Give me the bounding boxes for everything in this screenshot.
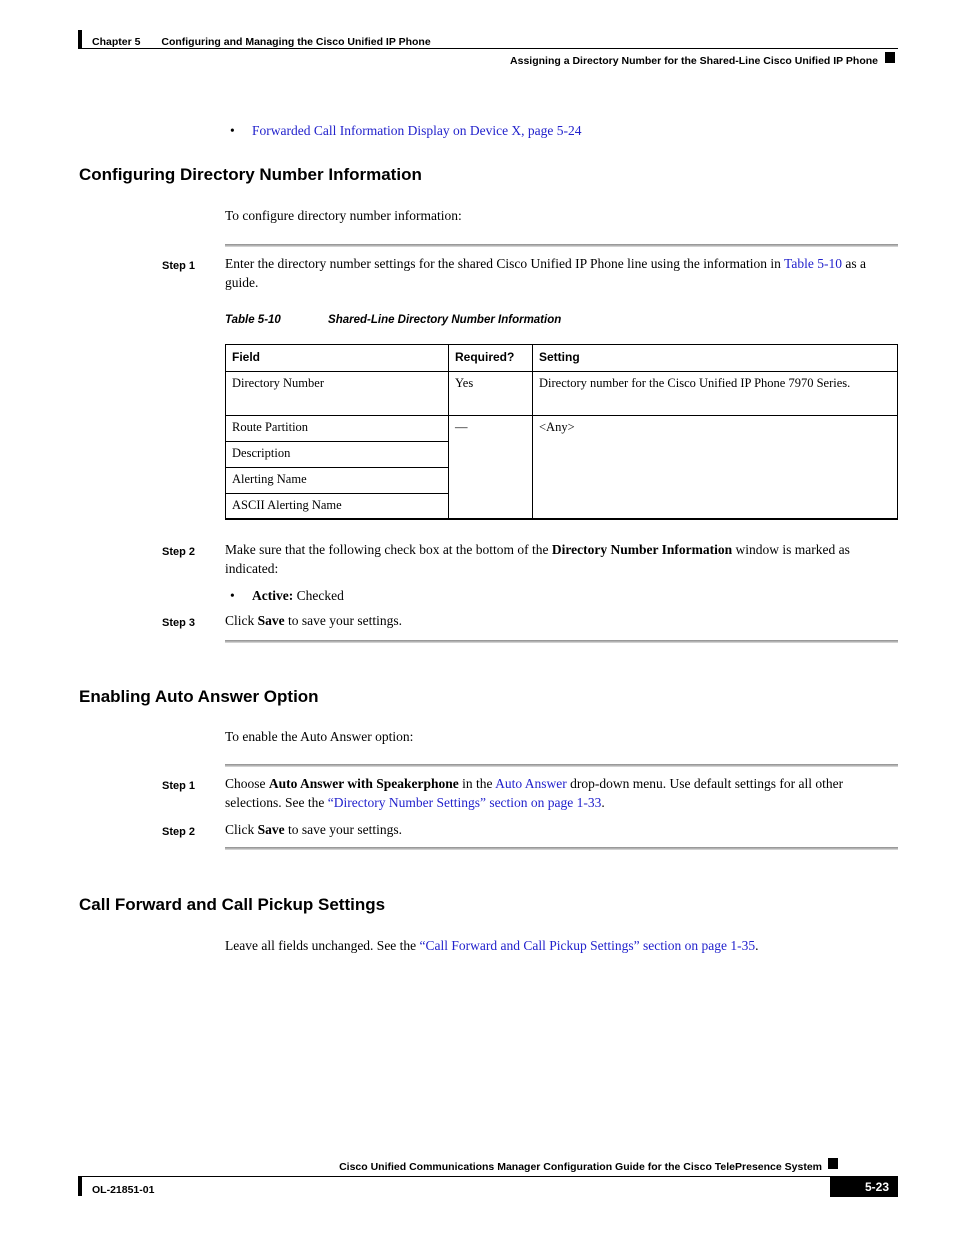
step-text (225, 255, 898, 292)
footer-square-marker (828, 1158, 838, 1169)
section-intro: To configure directory number information: (225, 208, 462, 223)
forwarded-call-info-link[interactable]: Forwarded Call Information Display on Device X, page 5-24 (252, 123, 582, 138)
chapter-number: Chapter 5 (92, 36, 141, 48)
step-text (225, 612, 898, 633)
step-divider (225, 640, 898, 643)
save-bold: Save (257, 613, 285, 628)
col-header-required: Required? (449, 345, 533, 372)
cell-field: ASCII Alerting Name (226, 493, 449, 519)
step-text-mid: in the (462, 776, 493, 791)
footer-doc-number: OL-21851-01 (92, 1184, 155, 1196)
step-text-pre: Click (225, 613, 255, 628)
directory-number-settings-link[interactable]: “Directory Number Settings” section on page 1-33 (327, 794, 602, 810)
cell-setting-group: <Any> (533, 415, 898, 519)
header-left-bar (78, 30, 82, 49)
header-square-marker (885, 52, 895, 63)
step-row (162, 821, 898, 842)
step-row (162, 612, 898, 633)
step-text-pre: Choose (225, 776, 266, 791)
running-section-title: Assigning a Directory Number for the Shared-Line Cisco Unified IP Phone (510, 55, 878, 67)
table-row (226, 371, 898, 415)
auto-answer-link[interactable]: Auto Answer (495, 776, 567, 791)
step-text (225, 541, 898, 578)
footer-rule (78, 1176, 898, 1177)
step-text-pre: Enter the directory number settings for the shared Cisco Unified IP Phone line using the information in (225, 256, 781, 271)
table-caption (225, 311, 561, 330)
bullet-icon (230, 122, 582, 141)
cell-field: Route Partition (226, 415, 449, 441)
directory-number-table (225, 344, 898, 520)
cell-field: Description (226, 441, 449, 467)
step-text-pre: Make sure that the following check box at the bottom of the (225, 542, 549, 557)
cell-field: Alerting Name (226, 467, 449, 493)
table-caption-label: Table 5-10 (225, 314, 281, 326)
section-heading-auto-answer: Enabling Auto Answer Option (79, 687, 319, 706)
active-checkbox-bullet (230, 587, 898, 606)
footer-page-number: 5-23 (830, 1177, 898, 1197)
step-divider (225, 244, 898, 247)
col-header-setting: Setting (533, 345, 898, 372)
step-label: Step 1 (162, 260, 196, 272)
section-heading-configuring-dn: Configuring Directory Number Information (79, 165, 422, 184)
step-text-pre: Click (225, 822, 255, 837)
step-label: Step 1 (162, 780, 196, 792)
table-caption-title: Shared-Line Directory Number Information (328, 314, 562, 326)
bullet-icon (230, 587, 344, 606)
cell-required-group: — (449, 415, 533, 519)
body-text-period: . (755, 938, 759, 953)
cell-setting-text: Directory number for the Cisco Unified IP Phone 7970 Series. (539, 375, 851, 390)
step-row (162, 255, 898, 292)
auto-answer-speakerphone-bold: Auto Answer with Speakerphone (268, 776, 459, 791)
step-divider (225, 847, 898, 850)
step-text (225, 775, 898, 812)
table-row (226, 415, 898, 441)
step-text-post: to save your settings. (288, 822, 402, 837)
step-label: Step 3 (162, 617, 196, 629)
footer-left-bar (78, 1176, 82, 1196)
table-5-10-link[interactable]: Table 5-10 (784, 256, 842, 271)
header-rule (78, 48, 898, 49)
chapter-title: Configuring and Managing the Cisco Unified IP Phone (161, 36, 431, 48)
step-divider (225, 764, 898, 767)
see-also-bullet (230, 122, 898, 141)
step-text-bold: Directory Number Information (551, 542, 733, 557)
step-label: Step 2 (162, 546, 196, 558)
col-header-field: Field (226, 345, 449, 372)
table-header-row (226, 345, 898, 372)
step-row (162, 775, 898, 812)
step-text-post: as a guide. (225, 256, 866, 290)
step-text-post: window is marked as indicated: (225, 542, 850, 576)
step-text (225, 821, 898, 842)
section-heading-call-forward: Call Forward and Call Pickup Settings (79, 895, 386, 914)
step-text-period: . (601, 794, 605, 810)
call-forward-settings-link[interactable]: “Call Forward and Call Pickup Settings” section on page 1-35 (419, 938, 756, 953)
save-bold: Save (257, 822, 285, 837)
cell-field: Directory Number (226, 371, 449, 415)
step-label: Step 2 (162, 826, 196, 838)
bullet-text: Checked (296, 588, 344, 603)
step-text-post: to save your settings. (288, 613, 402, 628)
footer-book-title: Cisco Unified Communications Manager Configuration Guide for the Cisco TelePresence System (339, 1161, 822, 1173)
bullet-bold: Active: (252, 588, 294, 603)
cell-setting (533, 371, 898, 415)
cell-required: Yes (449, 371, 533, 415)
section-intro: To enable the Auto Answer option: (225, 729, 414, 744)
step-text-mid2: drop-down menu. Use default settings for all other selections. See the (225, 776, 844, 810)
section-body (225, 937, 898, 956)
step-row (162, 541, 898, 578)
body-text-pre: Leave all fields unchanged. See the (225, 938, 417, 953)
